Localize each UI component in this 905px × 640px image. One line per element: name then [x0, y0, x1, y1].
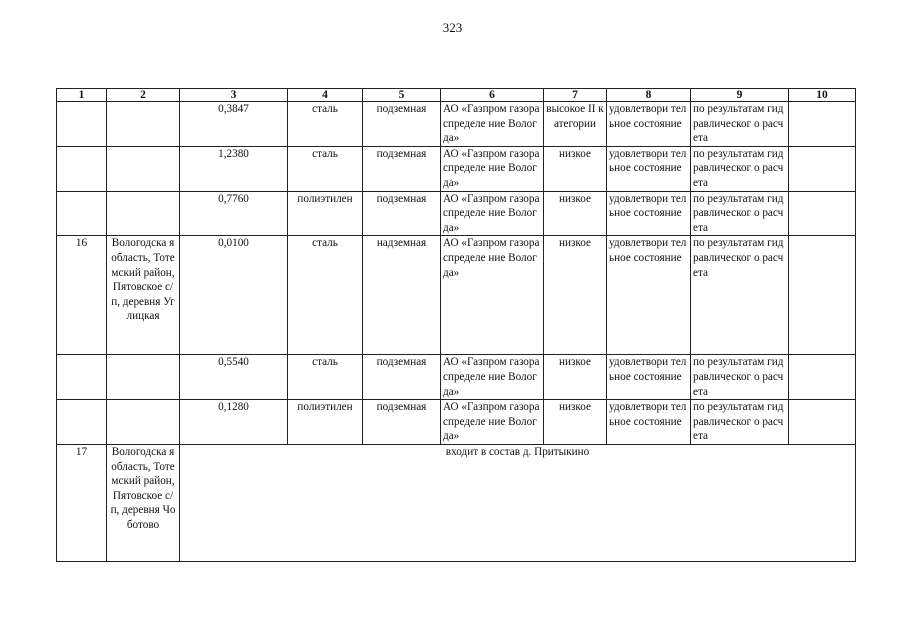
condition-cell: удовлетвори тельное состояние	[607, 102, 691, 147]
owner-cell: АО «Газпром газораспределе ние Вологда»	[441, 191, 544, 236]
owner-cell: АО «Газпром газораспределе ние Вологда»	[441, 146, 544, 191]
location-cell	[107, 146, 180, 191]
length-cell: 0,0100	[180, 236, 288, 355]
location-cell	[107, 355, 180, 400]
location-cell	[107, 400, 180, 445]
row-number	[57, 146, 107, 191]
location-cell	[107, 191, 180, 236]
page-number: 323	[442, 20, 463, 35]
row-number	[57, 400, 107, 445]
basis-cell: по результатам гидравлическог о расчета	[691, 236, 789, 355]
condition-cell: удовлетвори тельное состояние	[607, 236, 691, 355]
row-number: 16	[57, 236, 107, 355]
length-cell: 1,2380	[180, 146, 288, 191]
table-row	[57, 146, 856, 191]
note-cell	[789, 400, 856, 445]
note-cell	[789, 355, 856, 400]
material-cell: сталь	[288, 355, 363, 400]
table-row	[57, 102, 856, 147]
basis-cell: по результатам гидравлическог о расчета	[691, 146, 789, 191]
table-row-17	[57, 444, 856, 561]
laying-cell: надземная	[363, 236, 441, 355]
note-cell	[789, 102, 856, 147]
gas-pipeline-table	[56, 88, 856, 562]
table-row	[57, 191, 856, 236]
length-cell: 0,1280	[180, 400, 288, 445]
row-number: 17	[57, 444, 107, 561]
condition-cell: удовлетвори тельное состояние	[607, 355, 691, 400]
column-header: 4	[288, 89, 363, 102]
header-row	[57, 89, 856, 102]
row-number	[57, 102, 107, 147]
owner-cell: АО «Газпром газораспределе ние Вологда»	[441, 355, 544, 400]
length-cell: 0,5540	[180, 355, 288, 400]
row-number	[57, 191, 107, 236]
owner-cell: АО «Газпром газораспределе ние Вологда»	[441, 236, 544, 355]
location-cell: Вологодска я область, Тотемский район, Пятовское с/п, деревня Чоботово	[107, 444, 180, 561]
table-row	[57, 400, 856, 445]
laying-cell: подземная	[363, 146, 441, 191]
laying-cell: подземная	[363, 102, 441, 147]
condition-cell: удовлетвори тельное состояние	[607, 400, 691, 445]
condition-cell: удовлетвори тельное состояние	[607, 146, 691, 191]
table-row	[57, 355, 856, 400]
laying-cell: подземная	[363, 191, 441, 236]
basis-cell: по результатам гидравлическог о расчета	[691, 355, 789, 400]
column-header: 6	[441, 89, 544, 102]
column-header: 2	[107, 89, 180, 102]
length-cell: 0,7760	[180, 191, 288, 236]
material-cell: сталь	[288, 236, 363, 355]
table-row	[57, 236, 856, 355]
basis-cell: по результатам гидравлическог о расчета	[691, 102, 789, 147]
note-cell	[789, 146, 856, 191]
owner-cell: АО «Газпром газораспределе ние Вологда»	[441, 400, 544, 445]
basis-cell: по результатам гидравлическог о расчета	[691, 400, 789, 445]
material-cell: полиэтилен	[288, 400, 363, 445]
pressure-cell: низкое	[544, 146, 607, 191]
laying-cell: подземная	[363, 355, 441, 400]
column-header: 9	[691, 89, 789, 102]
owner-cell: АО «Газпром газораспределе ние Вологда»	[441, 102, 544, 147]
pressure-cell: низкое	[544, 355, 607, 400]
column-header: 7	[544, 89, 607, 102]
column-header: 10	[789, 89, 856, 102]
column-header: 5	[363, 89, 441, 102]
column-header: 1	[57, 89, 107, 102]
length-cell: 0,3847	[180, 102, 288, 147]
column-header: 8	[607, 89, 691, 102]
material-cell: сталь	[288, 102, 363, 147]
laying-cell: подземная	[363, 400, 441, 445]
material-cell: сталь	[288, 146, 363, 191]
merged-note-cell: входит в состав д. Притыкино	[180, 444, 856, 561]
row-number	[57, 355, 107, 400]
note-cell	[789, 236, 856, 355]
pressure-cell: низкое	[544, 400, 607, 445]
location-cell: Вологодска я область, Тотемский район, Пятовское с/п, деревня Углицкая	[107, 236, 180, 355]
basis-cell: по результатам гидравлическог о расчета	[691, 191, 789, 236]
location-cell	[107, 102, 180, 147]
pressure-cell: низкое	[544, 191, 607, 236]
column-header: 3	[180, 89, 288, 102]
pressure-cell: высокое II категории	[544, 102, 607, 147]
pressure-cell: низкое	[544, 236, 607, 355]
note-cell	[789, 191, 856, 236]
condition-cell: удовлетвори тельное состояние	[607, 191, 691, 236]
material-cell: полиэтилен	[288, 191, 363, 236]
